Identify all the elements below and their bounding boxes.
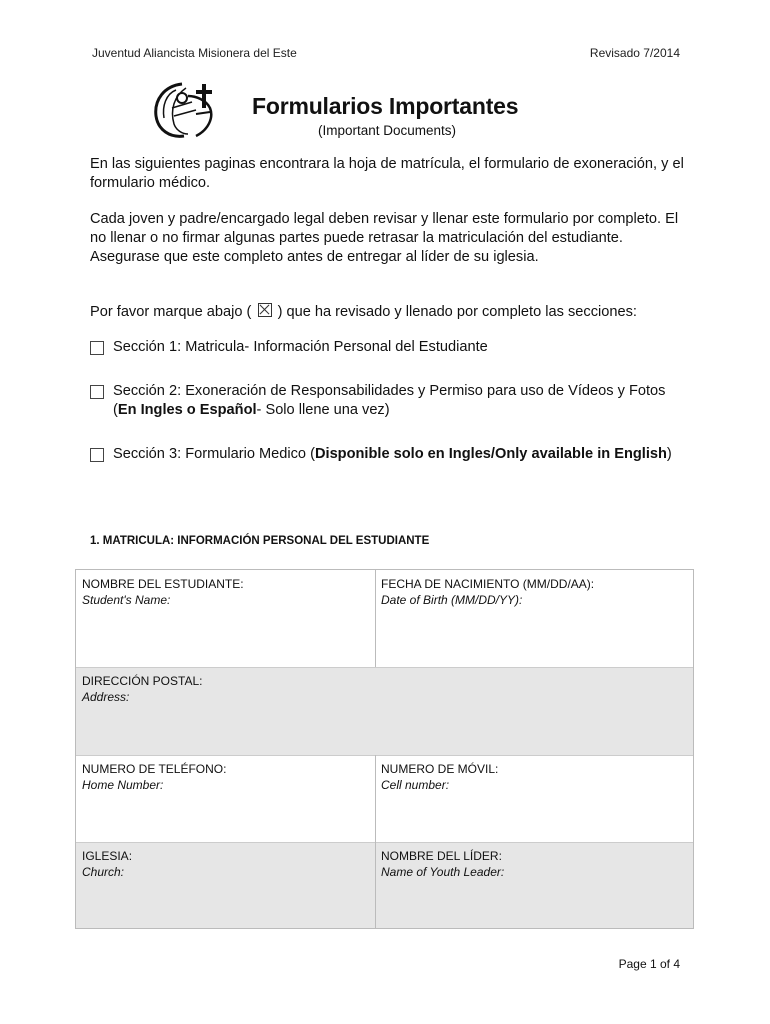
checkbox-section-1[interactable]: [90, 341, 104, 355]
form-divider: [76, 755, 693, 756]
intro-paragraph-1: En las siguientes paginas encontrara la hoja de matrícula, el formulario de exoneración, y el formulario médico.: [90, 156, 684, 191]
student-name-label: NOMBRE DEL ESTUDIANTE:: [82, 577, 244, 591]
leader-field[interactable]: [375, 842, 693, 928]
checklist-label-section-3-b: ): [666, 446, 672, 462]
header-revision: Revisado 7/2014: [589, 46, 680, 60]
address-field[interactable]: [76, 667, 693, 755]
form-divider: [76, 842, 693, 843]
cell-phone-field[interactable]: [375, 755, 693, 842]
form-column-divider: [375, 570, 376, 667]
page-number: Page 1 of 4: [618, 957, 680, 971]
student-info-form: [75, 569, 694, 929]
birth-date-sublabel: Date of Birth (MM/DD/YY):: [381, 593, 523, 607]
cell-phone-sublabel: Cell number:: [381, 778, 450, 792]
checklist-label-section-2: [113, 382, 673, 419]
student-name-sublabel: Student's Name:: [82, 593, 171, 607]
address-label: DIRECCIÓN POSTAL:: [82, 674, 203, 688]
checklist-label-section-3-a: Sección 3: Formulario Medico (: [113, 446, 315, 462]
page-title: Formularios Importantes: [252, 93, 519, 119]
checklist-label-section-1: Sección 1: Matricula- Información Personal del Estudiante: [113, 339, 488, 355]
leader-sublabel: Name of Youth Leader:: [381, 865, 505, 879]
leader-label: NOMBRE DEL LÍDER:: [381, 849, 502, 863]
checklist-label-section-2-a: Sección 2: Exoneración de Responsabilidades y Permiso para uso de Vídeos y Fotos (: [113, 383, 666, 418]
home-phone-field[interactable]: [76, 755, 375, 842]
home-phone-sublabel: Home Number:: [82, 778, 164, 792]
church-sublabel: Church:: [82, 865, 125, 879]
page-subtitle: (Important Documents): [318, 123, 457, 138]
cell-phone-label: NUMERO DE MÓVIL:: [381, 762, 499, 776]
church-field[interactable]: [76, 842, 375, 928]
checkbox-section-2[interactable]: [90, 385, 104, 399]
form-column-divider: [375, 755, 376, 928]
church-label: IGLESIA:: [82, 849, 133, 863]
intro-paragraph-2: Cada joven y padre/encargado legal deben revisar y llenar este formulario por completo. El no llenar o no firmar algunas partes puede retrasar la matriculación del estudiante. Asegurase que este completo antes de entregar al líder de su iglesia.: [90, 211, 679, 265]
checked-box-icon: [258, 303, 272, 317]
birth-date-field[interactable]: [375, 570, 693, 667]
checklist-label-section-2-b: - Solo llene una vez): [256, 401, 390, 418]
header-organization: Juventud Aliancista Misionera del Este: [92, 46, 297, 60]
organization-logo-icon: [152, 78, 222, 142]
checklist-label-section-3-bold: Disponible solo en Ingles/Only available in English: [314, 446, 667, 462]
instruction-text-start: Por favor marque abajo (: [90, 304, 252, 320]
address-sublabel: Address:: [82, 690, 130, 704]
instruction-text-end: ) que ha revisado y llenado por completo las secciones:: [277, 304, 637, 320]
birth-date-label: FECHA DE NACIMIENTO (MM/DD/AA):: [381, 577, 595, 591]
checklist-label-section-3: [113, 445, 673, 464]
home-phone-label: NUMERO DE TELÉFONO:: [82, 762, 227, 776]
section-heading: 1. MATRICULA: INFORMACIÓN PERSONAL DEL ESTUDIANTE: [90, 535, 430, 547]
instruction-paragraph: [90, 303, 690, 322]
checklist-label-section-2-bold: En Ingles o Español: [117, 401, 257, 418]
form-divider: [76, 667, 693, 668]
checkbox-section-3[interactable]: [90, 448, 104, 462]
student-name-field[interactable]: [76, 570, 375, 667]
